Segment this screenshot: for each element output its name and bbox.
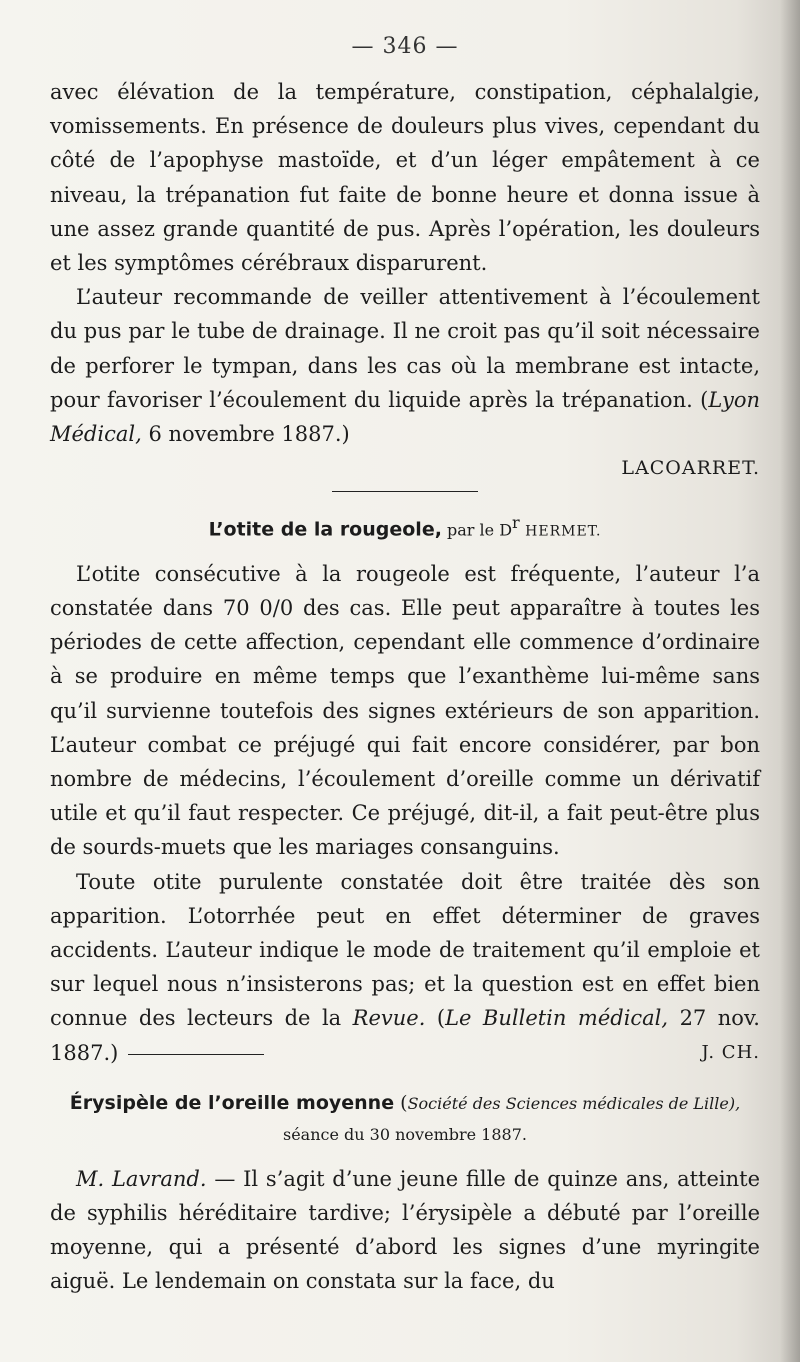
citation-date: 6 novembre 1887.) — [141, 422, 350, 447]
author-signature: J. CH. — [701, 1041, 760, 1063]
page-number: — 346 — — [351, 34, 459, 59]
journal-name: Revue. — [352, 1006, 426, 1031]
paren-open: ( — [394, 1091, 408, 1114]
session-date: séance du 30 novembre 1887. — [283, 1124, 527, 1144]
article-author: HERMET. — [519, 523, 602, 540]
speaker-name: M. Lavrand. — [76, 1166, 207, 1191]
paragraph-text: Toute otite purulente constatée doit être traitée dès son apparition. L’otorrhée peut en effet déterminer de graves accidents. L’auteur indique le mode de traitement qu’il emploie et sur lequel nous n’insisterons pas; et la question est en effet bien connue des lecteurs de la — [50, 869, 760, 1031]
source-citation: Le Bulletin médical, — [445, 1006, 669, 1031]
inline-divider — [128, 1054, 264, 1055]
paragraph-text: — Il s’agit d’une jeune fille de quinze ans, atteinte de syphilis héréditaire tardive; l’érysipèle a débuté par l’oreille moyenne, qui a présenté d’abord les signes d’une myringite aiguë. Le lendemain on constata sur la face, du — [50, 1166, 760, 1294]
paragraph-otitis: L’otite consécutive à la rougeole est fréquente, l’auteur l’a constatée dans 70 0/0 des cas. Elle peut apparaître à toutes les périodes de cette affection, cependant elle commence d’ordinaire à se produire en même temps que l’exanthème lui-même sans qu’il survienne toutefois des signes extérieurs de son apparition. L’auteur combat ce préjugé qui fait encore considérer, par bon nombre de médecins, l’écoulement d’oreille comme un dérivatif utile et qu’il faut respecter. Ce préjugé, dit-il, a fait peut-être plus de sourds-muets que les mariages consanguins. — [50, 561, 760, 860]
article-heading — [50, 508, 760, 546]
paragraph-erysipelas — [50, 1162, 760, 1299]
paren-open: ( — [425, 1006, 446, 1031]
paragraph-continued: avec élévation de la température, constipation, céphalalgie, vomissements. En présence de douleurs plus vives, cependant du côté de l’apophyse mastoïde, et d’un léger empâtement à ce niveau, la trépanation fut faite de bonne heure et donna issue à une assez grande quantité de pus. Après l’opération, les douleurs et les symptômes cérébraux disparurent. — [50, 80, 760, 276]
paragraph-recommendation — [50, 280, 760, 451]
article-title: Érysipèle de l’oreille moyenne — [69, 1091, 395, 1114]
scan-shadow-edge — [780, 0, 800, 1362]
section-divider — [332, 491, 478, 492]
source-citation: Lyon Médical, — [50, 387, 760, 447]
citation-date: 27 nov. 1887.) — [50, 1006, 760, 1065]
article-heading — [50, 1088, 760, 1150]
author-signature: LACOARRET. — [621, 457, 760, 480]
paragraph-treatment — [50, 865, 760, 1070]
author-title-sup: r — [512, 513, 520, 533]
article-author-prefix: par le D — [441, 520, 513, 540]
society-name: Société des Sciences médicales de Lille), — [407, 1093, 741, 1113]
article-title: L’otite de la rougeole, — [208, 518, 442, 541]
paragraph-text: L’auteur recommande de veiller attentivement à l’écoulement du pus par le tube de drainage. Il ne croit pas qu’il soit nécessaire de perforer le tympan, dans les cas où la membrane est intacte, pour favoriser l’écoulement du liquide après la trépanation. ( — [50, 285, 760, 412]
